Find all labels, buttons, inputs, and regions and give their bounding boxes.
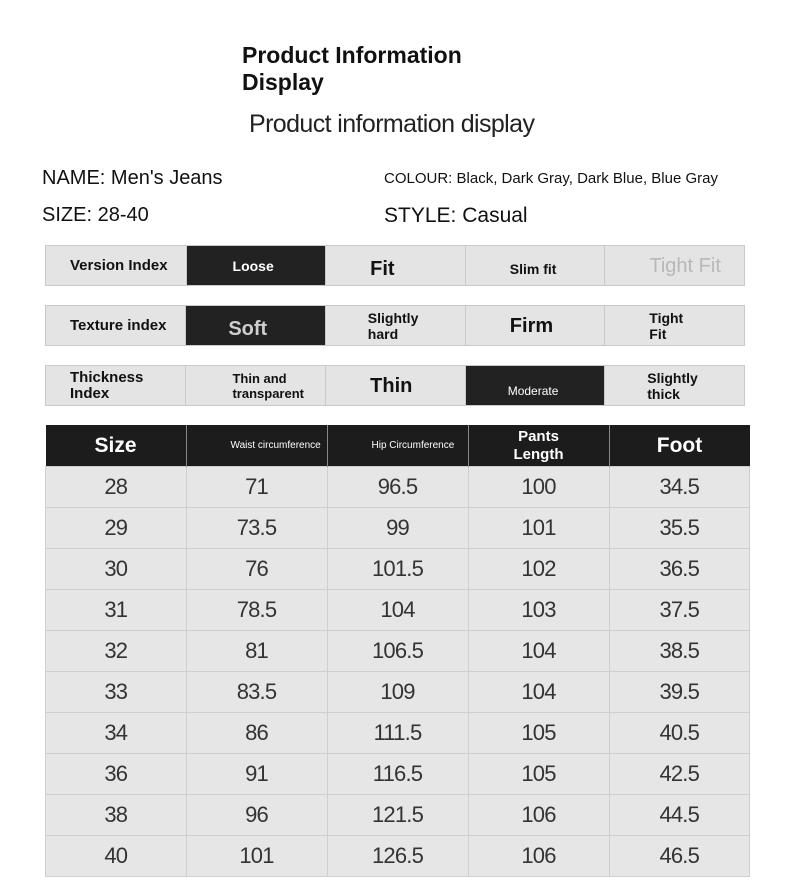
table-row	[46, 795, 750, 836]
waist-cell: 101	[186, 836, 327, 877]
waist-cell: 81	[186, 631, 327, 672]
texture-option-slightly-hard: Slightly hard	[325, 306, 465, 345]
pants-length-cell: 100	[468, 467, 609, 508]
waist-cell: 83.5	[186, 672, 327, 713]
name-value: Men's Jeans	[110, 167, 223, 189]
hip-cell: 121.5	[327, 795, 468, 836]
table-row	[46, 467, 750, 508]
colour-value: Black, Dark Gray, Dark Blue, Blue Gray	[456, 170, 718, 187]
foot-cell: 35.5	[609, 508, 750, 549]
foot-cell: 38.5	[609, 631, 750, 672]
waist-cell: 78.5	[186, 590, 327, 631]
name-label: NAME:	[42, 167, 106, 189]
size-header	[46, 425, 187, 467]
foot-cell: 44.5	[609, 795, 750, 836]
size-table-body	[46, 467, 750, 877]
pants-length-header	[468, 425, 609, 467]
pants-length-cell: 104	[468, 672, 609, 713]
size-cell: 34	[46, 713, 187, 754]
foot-cell: 37.5	[609, 590, 750, 631]
colour-label: COLOUR:	[384, 170, 453, 187]
texture-index-row	[45, 305, 745, 346]
hip-cell: 116.5	[327, 754, 468, 795]
thickness-option-thin-and-transparent: Thin and transparent	[185, 366, 325, 405]
waist-cell: 73.5	[186, 508, 327, 549]
style-label: STYLE:	[384, 204, 457, 227]
size-cell: 38	[46, 795, 187, 836]
size-cell: 28	[46, 467, 187, 508]
hip-cell: 111.5	[327, 713, 468, 754]
texture-option-soft: Soft	[185, 306, 324, 345]
product-size	[42, 204, 149, 227]
waist-cell: 76	[186, 549, 327, 590]
hip-cell: 109	[327, 672, 468, 713]
foot-header	[609, 425, 750, 467]
hip-cell: 126.5	[327, 836, 468, 877]
foot-cell: 42.5	[609, 754, 750, 795]
waist-header-label: Waist circumference	[230, 439, 321, 451]
size-chart-table	[45, 425, 750, 877]
thickness-index-row	[45, 365, 745, 406]
size-table-header-row	[46, 425, 750, 467]
size-cell: 36	[46, 754, 187, 795]
product-colour	[384, 170, 718, 187]
foot-header-label: Foot	[656, 433, 703, 457]
size-cell: 33	[46, 672, 187, 713]
version-option-tight-fit: Tight Fit	[604, 246, 744, 285]
size-cell: 29	[46, 508, 187, 549]
pants-length-cell: 106	[468, 836, 609, 877]
table-row	[46, 590, 750, 631]
pants-length-cell: 102	[468, 549, 609, 590]
waist-cell: 71	[186, 467, 327, 508]
table-row	[46, 508, 750, 549]
pants-length-cell: 105	[468, 754, 609, 795]
version-index-row	[45, 245, 745, 286]
thickness-option-thin: Thin	[325, 366, 465, 405]
table-row	[46, 672, 750, 713]
waist-cell: 96	[186, 795, 327, 836]
size-cell: 32	[46, 631, 187, 672]
table-row	[46, 549, 750, 590]
waist-header	[186, 425, 327, 467]
texture-index-label: Texture index	[70, 316, 167, 334]
pants-length-cell: 104	[468, 631, 609, 672]
table-row	[46, 713, 750, 754]
size-header-label: Size	[94, 433, 137, 457]
thickness-option-slightly-thick: Slightly thick	[604, 366, 744, 405]
texture-option-tight-fit: Tight Fit	[604, 306, 744, 345]
product-style	[384, 204, 528, 228]
foot-cell: 34.5	[609, 467, 750, 508]
hip-cell: 96.5	[327, 467, 468, 508]
hip-header	[327, 425, 468, 467]
version-index-label: Version Index	[70, 256, 168, 274]
version-option-fit: Fit	[325, 246, 465, 285]
product-name	[42, 167, 223, 190]
foot-cell: 39.5	[609, 672, 750, 713]
page-subtitle: Product information display	[249, 110, 535, 138]
foot-cell: 40.5	[609, 713, 750, 754]
style-value: Casual	[462, 204, 528, 227]
waist-cell: 86	[186, 713, 327, 754]
texture-option-firm: Firm	[465, 306, 604, 345]
table-row	[46, 631, 750, 672]
hip-header-label: Hip Circumference	[371, 439, 455, 451]
size-cell: 40	[46, 836, 187, 877]
version-option-slim-fit: Slim fit	[465, 246, 605, 285]
hip-cell: 99	[327, 508, 468, 549]
hip-cell: 106.5	[327, 631, 468, 672]
version-option-loose: Loose	[186, 246, 326, 285]
pants-length-header-label: Pants Length	[513, 427, 564, 463]
size-value: 28-40	[97, 204, 149, 226]
pants-length-cell: 105	[468, 713, 609, 754]
hip-cell: 104	[327, 590, 468, 631]
table-row	[46, 836, 750, 877]
size-cell: 30	[46, 549, 187, 590]
foot-cell: 46.5	[609, 836, 750, 877]
size-label: SIZE:	[42, 204, 93, 226]
pants-length-cell: 106	[468, 795, 609, 836]
table-row	[46, 754, 750, 795]
foot-cell: 36.5	[609, 549, 750, 590]
thickness-option-moderate: Moderate	[465, 366, 605, 405]
pants-length-cell: 101	[468, 508, 609, 549]
page-title: Product Information Display	[242, 42, 462, 95]
pants-length-cell: 103	[468, 590, 609, 631]
thickness-index-label: Thickness Index	[70, 368, 144, 402]
hip-cell: 101.5	[327, 549, 468, 590]
size-cell: 31	[46, 590, 187, 631]
waist-cell: 91	[186, 754, 327, 795]
